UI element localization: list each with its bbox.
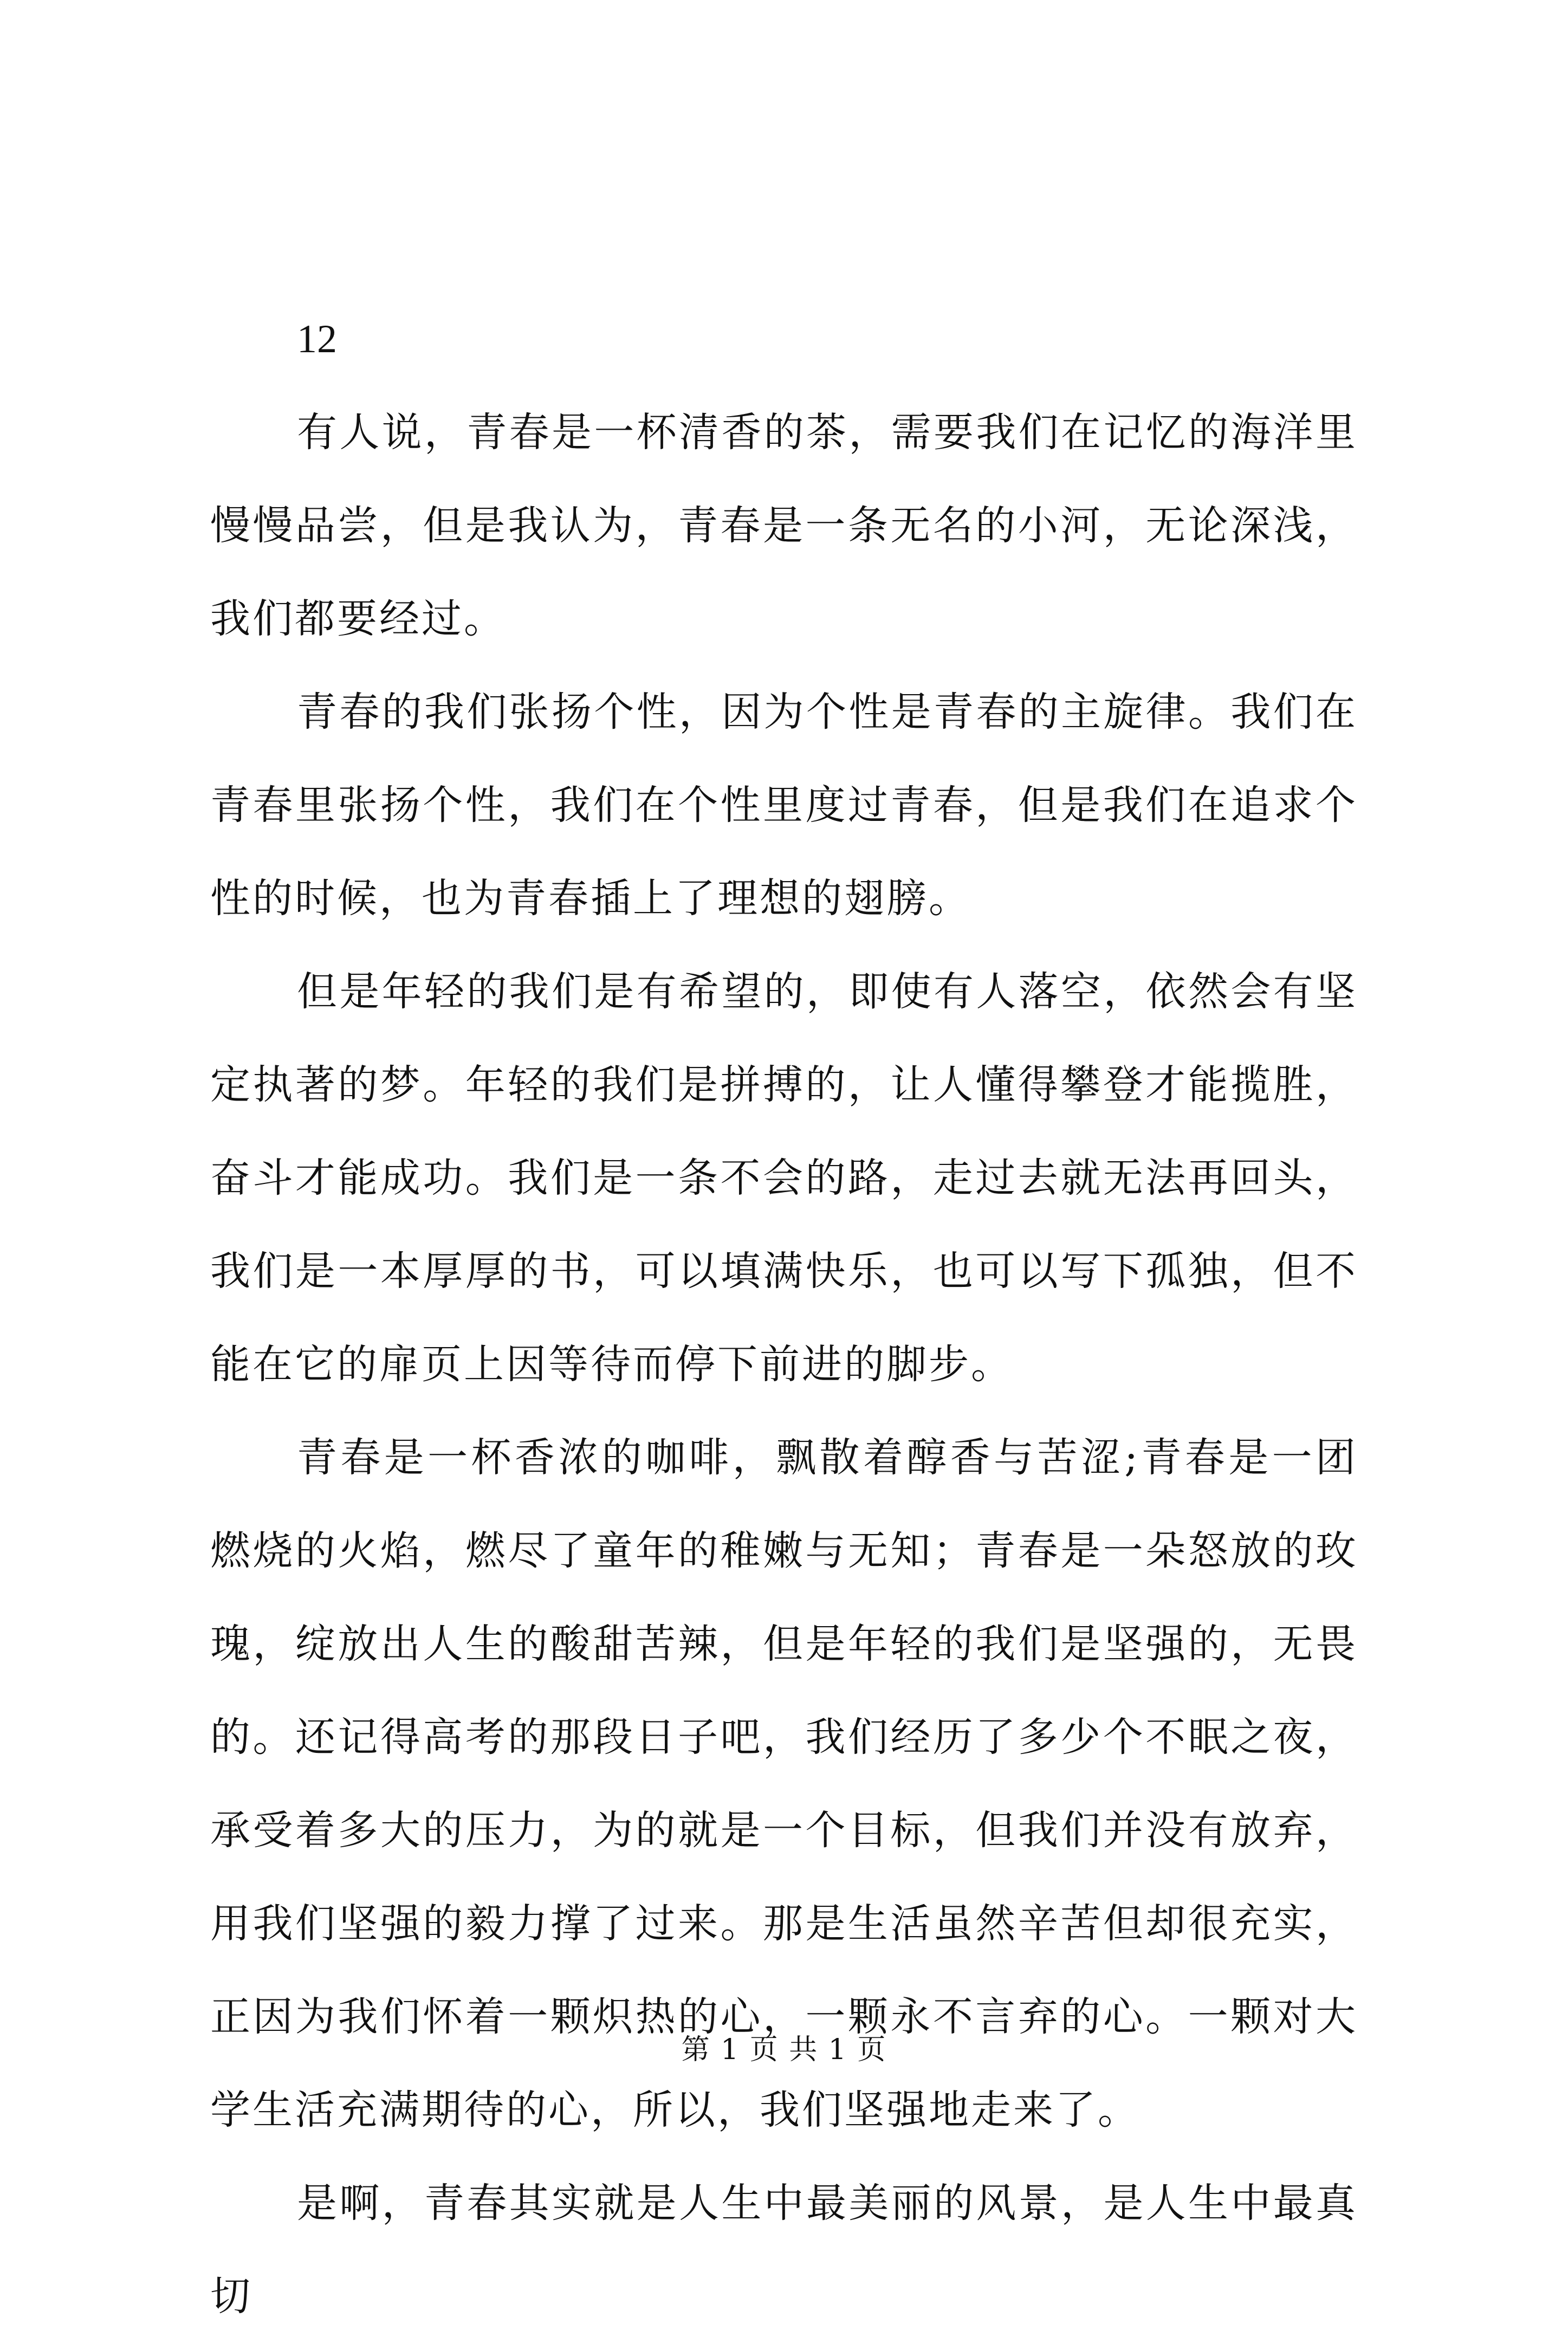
paragraph-5: 是啊，青春其实就是人生中最美丽的风景，是人生中最真切: [210, 2180, 1358, 2320]
page-footer: 第 1 页 共 1 页: [681, 2034, 887, 2066]
paragraph-3: 但是年轻的我们是有希望的，即使有人落空，依然会有坚定执著的梦。年轻的我们是拼搏的，让人懂得攀登才能揽胜，奋斗才能成功。我们是一条不会的路，走过去就无法再回头，我们是一本厚厚的书，可以填满快乐，也可以写下孤独，但不能在它的扉页上因等待而停下前进的脚步。: [210, 968, 1358, 1388]
top-page-number: 12: [297, 317, 337, 361]
paragraph-4: 青春是一杯香浓的咖啡，飘散着醇香与苦涩;青春是一团燃烧的火焰，燃尽了童年的稚嫩与无知；青春是一朵怒放的玫瑰，绽放出人生的酸甜苦辣，但是年轻的我们是坚强的，无畏的。还记得高考的那段日子吧，我们经历了多少个不眠之夜，承受着多大的压力，为的就是一个目标，但我们并没有放弃，用我们坚强的毅力撑了过来。那是生活虽然辛苦但却很充实，正因为我们怀着一颗炽热的心，一颗永不言弃的心。一颗对大学生活充满期待的心，所以，我们坚强地走来了。: [210, 1434, 1358, 2133]
paragraph-2: 青春的我们张扬个性，因为个性是青春的主旋律。我们在青春里张扬个性，我们在个性里度过青春，但是我们在追求个性的时候，也为青春插上了理想的翅膀。: [210, 689, 1358, 922]
paragraph-1: 有人说，青春是一杯清香的茶，需要我们在记忆的海洋里慢慢品尝，但是我认为，青春是一条无名的小河，无论深浅，我们都要经过。: [210, 409, 1358, 642]
